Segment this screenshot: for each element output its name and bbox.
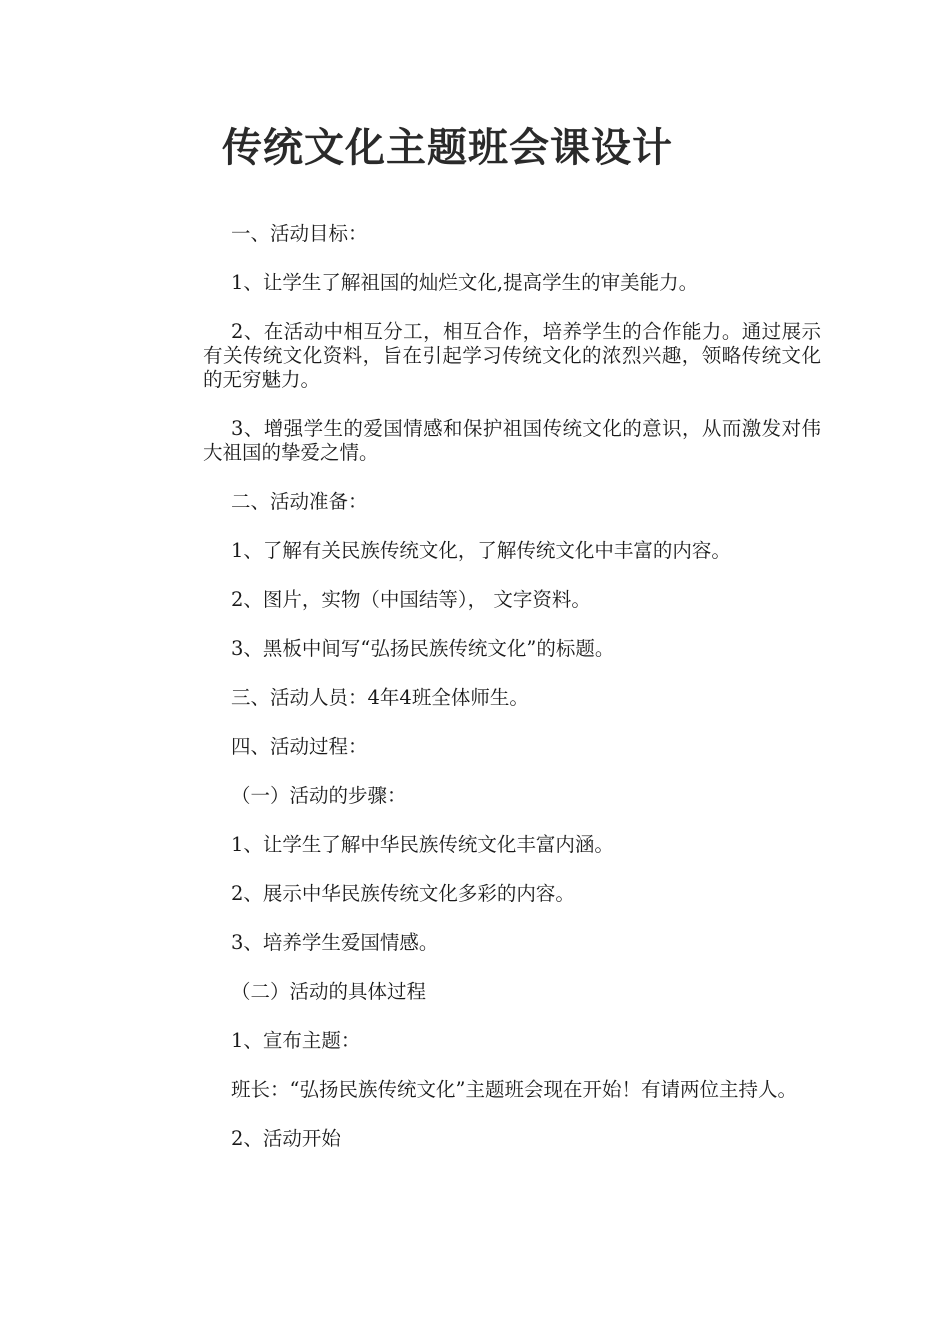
goal-item: 3、增强学生的爱国情感和保护祖国传统文化的意识，从而激发对伟大祖国的挚爱之情。 <box>203 417 821 464</box>
preparation-item: 2、图片，实物（中国结等）， 文字资料。 <box>231 588 591 611</box>
subsection-heading-details: （二）活动的具体过程 <box>231 980 427 1003</box>
detail-item: 1、宣布主题： <box>231 1029 361 1052</box>
goal-item: 2、在活动中相互分工，相互合作，培养学生的合作能力。通过展示有关传统文化资料，旨在引起学习传统文化的浓烈兴趣，领略传统文化的无穷魅力。 <box>203 320 821 391</box>
goal-item: 1、让学生了解祖国的灿烂文化,提高学生的审美能力。 <box>231 271 699 294</box>
section-heading-goals: 一、活动目标： <box>231 222 368 245</box>
section-heading-participants: 三、活动人员：4年4班全体师生。 <box>231 686 529 709</box>
preparation-item: 1、了解有关民族传统文化，了解传统文化中丰富的内容。 <box>231 539 731 562</box>
step-item: 1、让学生了解中华民族传统文化丰富内涵。 <box>231 833 614 856</box>
detail-item: 2、活动开始 <box>231 1127 341 1150</box>
subsection-heading-steps: （一）活动的步骤： <box>231 784 407 807</box>
step-item: 3、培养学生爱国情感。 <box>231 931 439 954</box>
document-title: 传统文化主题班会课设计 <box>222 125 673 171</box>
section-heading-process: 四、活动过程： <box>231 735 368 758</box>
preparation-item: 3、黑板中间写“弘扬民族传统文化”的标题。 <box>231 637 615 660</box>
detail-item: 班长：“弘扬民族传统文化”主题班会现在开始！有请两位主持人。 <box>231 1078 797 1101</box>
step-item: 2、展示中华民族传统文化多彩的内容。 <box>231 882 575 905</box>
section-heading-preparation: 二、活动准备： <box>231 490 368 513</box>
document-body <box>203 222 821 1176</box>
